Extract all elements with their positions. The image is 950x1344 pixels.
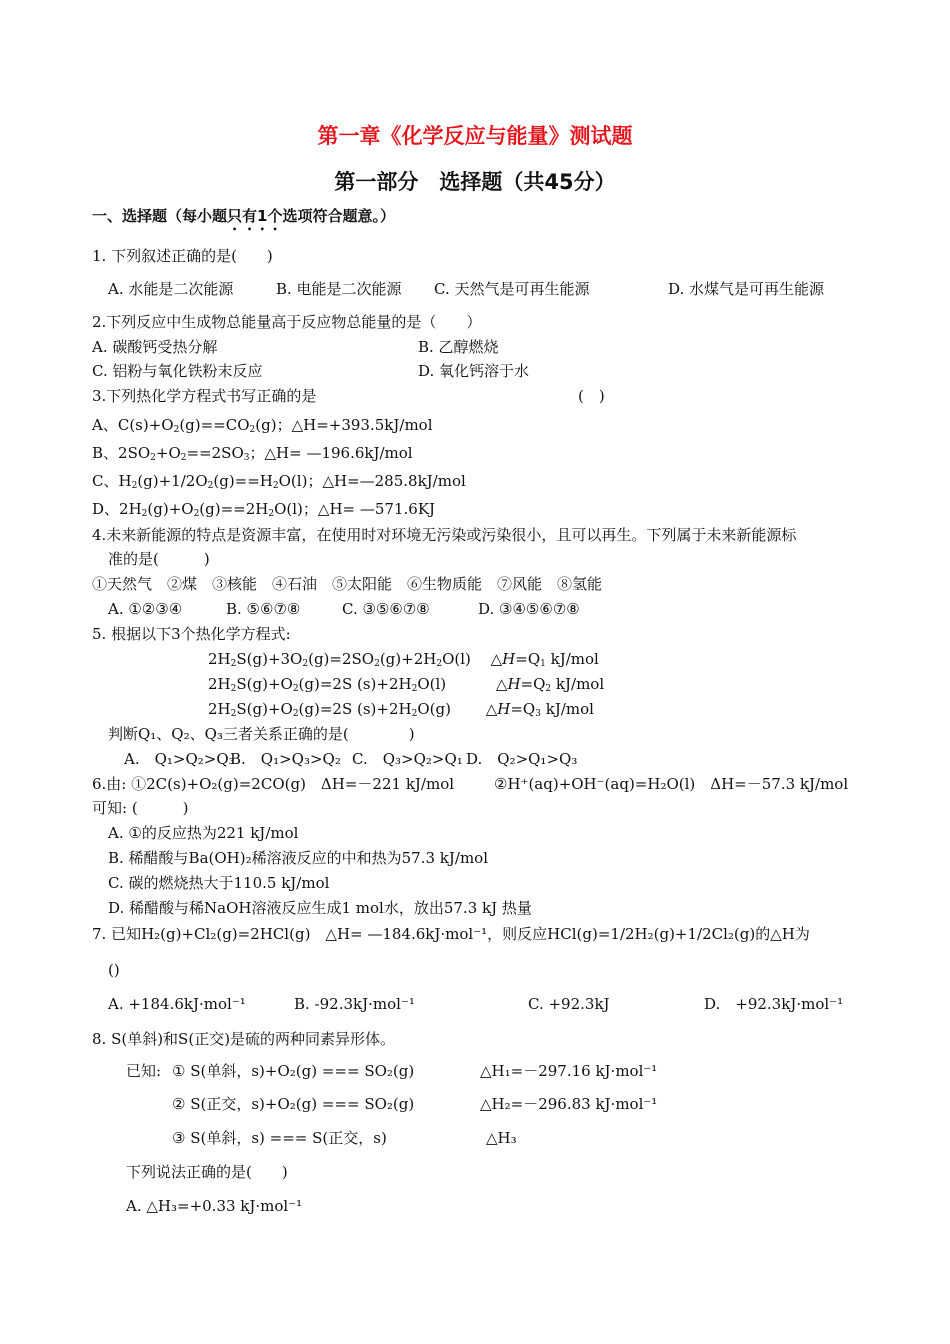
q6-option-c: C. 碳的燃烧热大于110.5 kJ/mol xyxy=(108,874,330,892)
q1-option-a: A. 水能是二次能源 xyxy=(108,280,234,298)
q2-option-d: D. 氧化钙溶于水 xyxy=(418,362,530,380)
q4-stem-line1: 4.未来新能源的特点是资源丰富，在使用时对环境无污染或污染很小，且可以再生。下列属于未来新能源标 xyxy=(92,526,797,544)
q8-option-a: A. △H₃=+0.33 kJ·mol⁻¹ xyxy=(126,1197,303,1215)
q7-option-b: B. -92.3kJ·mol⁻¹ xyxy=(294,995,415,1013)
q5-equation-1: $2H_2S(g)+3O_2(g)=2SO_2(g)+2H_2O(l)$ $\triangle H=Q_1$ kJ/mol xyxy=(208,650,599,669)
q4-option-d: D. ③④⑤⑥⑦⑧ xyxy=(478,600,580,618)
q2-option-c: C. 铝粉与氧化铁粉末反应 xyxy=(92,362,263,380)
q2-stem: 2.下列反应中生成物总能量高于反应物总能量的是（ ） xyxy=(92,313,482,331)
q5-stem: 5. 根据以下3个热化学方程式: xyxy=(92,625,291,643)
document-title: 第一章《化学反应与能量》测试题 xyxy=(317,124,633,148)
q8-ask: 下列说法正确的是( ) xyxy=(126,1163,288,1181)
q6-option-d: D. 稀醋酸与稀NaOH溶液反应生成1 mol水，放出57.3 kJ 热量 xyxy=(108,899,532,917)
q4-option-b: B. ⑤⑥⑦⑧ xyxy=(226,600,301,618)
q4-option-a: A. ①②③④ xyxy=(108,600,183,618)
q8-equation-1: ① S(单斜，s)+O₂(g) === SO₂(g) xyxy=(172,1062,415,1080)
section-emphasis: 只有1个 xyxy=(227,207,283,225)
q3-option-d: D、$2H_2(g)+O_2(g)==2H_2O(l)$；△H= —571.6KJ xyxy=(92,500,436,519)
q2-option-b: B. 乙醇燃烧 xyxy=(418,338,499,356)
q6-option-b: B. 稀醋酸与Ba(OH)₂稀溶液反应的中和热为57.3 kJ/mol xyxy=(108,849,488,867)
section-prefix: 一、选择题（每小题 xyxy=(92,207,228,225)
q6-stem-a: 6.由: ①2C(s)+O₂(g)=2CO(g) ΔH=－221 kJ/mol xyxy=(92,775,455,793)
q1-option-d: D. 水煤气是可再生能源 xyxy=(668,280,825,298)
q8-stem: 8. S(单斜)和S(正交)是硫的两种同素异形体。 xyxy=(92,1030,396,1048)
q5-option-d: D. Q₂>Q₁>Q₃ xyxy=(466,750,578,768)
q5-equation-2: $2H_2S(g)+O_2(g)=2S$ $(s)+2H_2O(l)$ $\triangle H=Q_2$ kJ/mol xyxy=(208,675,605,694)
q8-dh-1: △H₁=－297.16 kJ·mol⁻¹ xyxy=(480,1062,658,1080)
q3-d-dh: ；△H= —571.6KJ xyxy=(302,500,436,518)
q5-equation-3: $2H_2S(g)+O_2(g)=2S$ $(s)+2H_2O(g)$ $\triangle H=Q_3$ kJ/mol xyxy=(208,700,594,719)
q8-equation-3: ③ S(单斜，s) === S(正交，s) xyxy=(172,1129,387,1147)
q5-option-b: B. Q₁>Q₃>Q₂ xyxy=(230,750,341,768)
q3-option-b: B、$2SO_2+O_2==2SO_3$；△H= —196.6kJ/mol xyxy=(92,444,413,463)
q1-option-b: B. 电能是二次能源 xyxy=(276,280,402,298)
q3-d-label: D、 xyxy=(92,500,120,518)
section-suffix: 选项符合题意。） xyxy=(282,207,395,225)
q5-option-a: A. Q₁>Q₂>Q₃ xyxy=(124,750,235,768)
q5-option-c: C. Q₃>Q₂>Q₁ xyxy=(352,750,463,768)
q3-a-dh: ；△H=+393.5kJ/mol xyxy=(276,416,433,434)
q3-c-label: C、 xyxy=(92,472,119,490)
q2-option-a: A. 碳酸钙受热分解 xyxy=(92,338,218,356)
q3-b-label: B、 xyxy=(92,444,119,462)
q7-paren: () xyxy=(108,961,120,979)
part-title: 第一部分 选择题（共45分） xyxy=(334,170,616,194)
q3-option-a: A、$C(s)+O_2(g)==CO_2(g)$；△H=+393.5kJ/mol xyxy=(92,416,433,435)
q8-known-label: 已知: xyxy=(126,1062,162,1080)
q3-a-label: A、 xyxy=(92,416,118,434)
q3-option-c: C、$H_2(g)+1/2O_2(g)==H_2O(l)$；△H=—285.8kJ/mol xyxy=(92,472,466,491)
section-heading xyxy=(92,206,395,234)
q4-items: ①天然气 ②煤 ③核能 ④石油 ⑤太阳能 ⑥生物质能 ⑦风能 ⑧氢能 xyxy=(92,575,603,593)
q3-c-dh: ；△H=—285.8kJ/mol xyxy=(307,472,466,490)
q8-dh-3: △H₃ xyxy=(486,1129,517,1147)
q4-stem-line2: 准的是( ) xyxy=(108,550,210,568)
q8-equation-2: ② S(正交，s)+O₂(g) === SO₂(g) xyxy=(172,1095,415,1113)
q8-dh-2: △H₂=－296.83 kJ·mol⁻¹ xyxy=(480,1095,658,1113)
q7-option-d: D. +92.3kJ·mol⁻¹ xyxy=(704,995,844,1013)
q7-stem: 7. 已知H₂(g)+Cl₂(g)=2HCl(g) △H= —184.6kJ·mol⁻¹，则反应HCl(g)=1/2H₂(g)+1/2Cl₂(g)的△H为 xyxy=(92,925,810,943)
q6-option-a: A. ①的反应热为221 kJ/mol xyxy=(108,824,299,842)
q5-judge: 判断Q₁、Q₂、Q₃三者关系正确的是( ) xyxy=(108,725,415,743)
q3-b-dh: ；△H= —196.6kJ/mol xyxy=(249,444,413,462)
q6-stem-b: ②H⁺(aq)+OH⁻(aq)=H₂O(l) ΔH=－57.3 kJ/mol xyxy=(494,775,849,793)
q3-paren: ( ) xyxy=(578,387,605,405)
q4-option-c: C. ③⑤⑥⑦⑧ xyxy=(342,600,430,618)
q7-option-a: A. +184.6kJ·mol⁻¹ xyxy=(108,995,246,1013)
q3-stem: 3.下列热化学方程式书写正确的是 xyxy=(92,387,317,405)
q1-stem: 1. 下列叙述正确的是( ) xyxy=(92,247,273,265)
q1-option-c: C. 天然气是可再生能源 xyxy=(434,280,590,298)
q6-stem-line2: 可知: ( ) xyxy=(92,799,189,817)
q7-option-c: C. +92.3kJ xyxy=(528,995,610,1013)
